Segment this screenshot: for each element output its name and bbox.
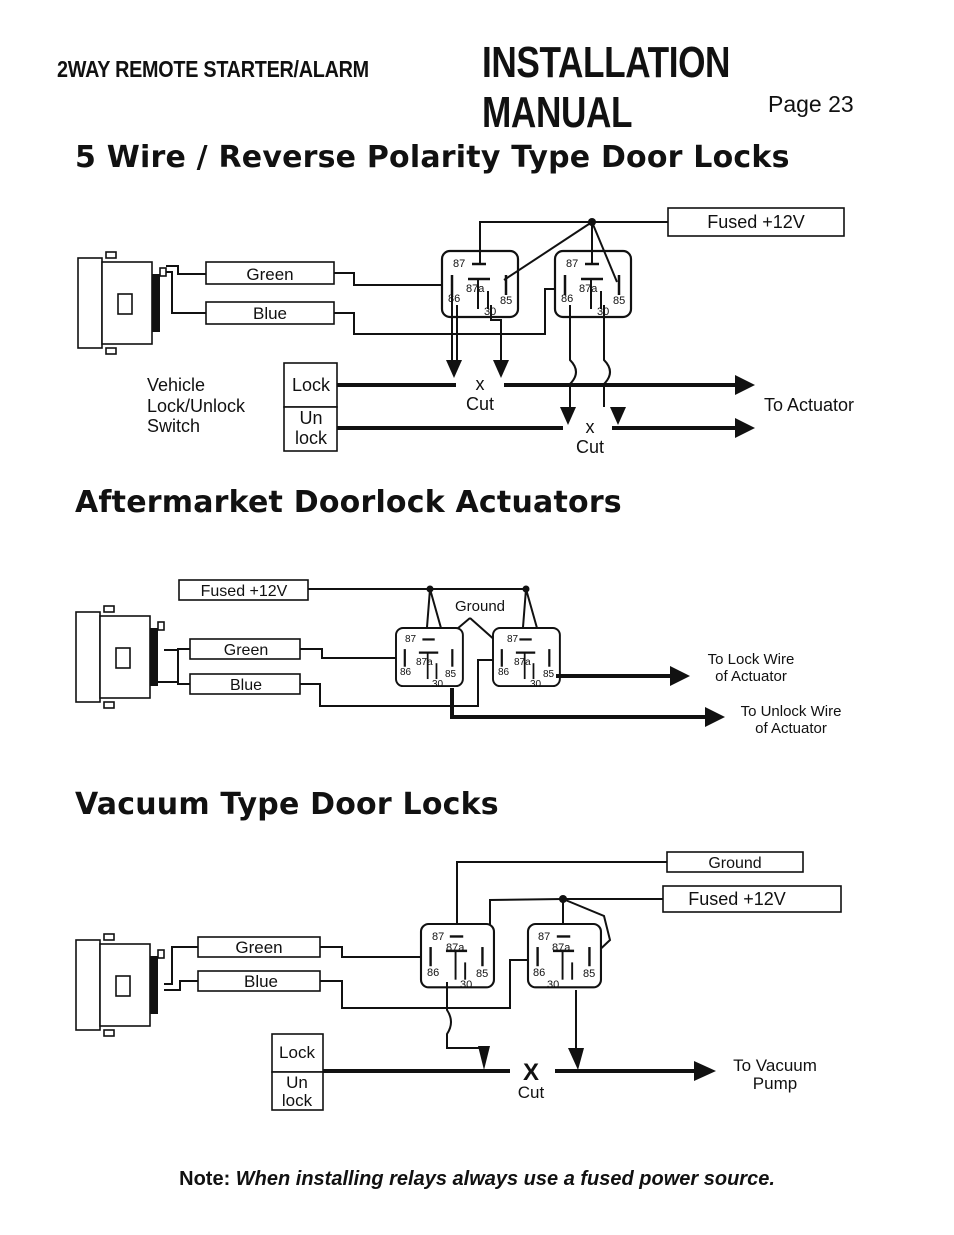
lock-wire-label-1: To Lock Wire [707, 651, 795, 668]
footer-note [0, 1168, 954, 1191]
cut-x-1: x [475, 374, 485, 394]
page-number: Page 23 [768, 91, 854, 117]
remote-starter-module-3 [76, 934, 164, 1036]
svg-text:87: 87 [432, 931, 445, 943]
note-label: Note: [179, 1168, 231, 1190]
cut-label-3: Cut [517, 1083, 545, 1102]
svg-text:85: 85 [476, 968, 489, 980]
blue-label-3: Blue [243, 972, 279, 991]
fused-12v-label-3: Fused +12V [688, 889, 786, 909]
svg-text:86: 86 [427, 967, 440, 979]
svg-text:86: 86 [448, 293, 461, 305]
product-name: 2WAY REMOTE STARTER/ALARM [57, 56, 369, 82]
vacuum-pump-label-1: To Vacuum [733, 1056, 817, 1075]
green-label-3: Green [235, 938, 283, 957]
unlock-wire-label-2: of Actuator [755, 720, 827, 737]
blue-label-1: Blue [252, 304, 288, 323]
ground-label-3: Ground [708, 855, 762, 872]
svg-text:87a: 87a [579, 283, 598, 295]
vacuum-pump-label-2: Pump [752, 1074, 798, 1093]
blue-label-2: Blue [229, 677, 263, 694]
svg-text:85: 85 [500, 295, 513, 307]
svg-text:30: 30 [432, 679, 444, 690]
unlock-label-3a: Un [286, 1073, 308, 1092]
ground-label-2: Ground [454, 598, 506, 615]
remote-starter-module-2 [76, 606, 164, 708]
svg-text:87: 87 [507, 634, 519, 645]
svg-text:86: 86 [561, 293, 574, 305]
switch-label-1: Vehicle [147, 375, 206, 395]
lock-label-3: Lock [279, 1043, 315, 1062]
cut-x-2: x [585, 417, 595, 437]
svg-text:87: 87 [453, 258, 466, 270]
svg-text:30: 30 [530, 679, 542, 690]
manual-title: INSTALLATION MANUAL [482, 38, 731, 137]
section-title-aftermarket: Aftermarket Doorlock Actuators [75, 485, 622, 520]
svg-text:30: 30 [460, 979, 473, 991]
cut-x-3: X [522, 1059, 540, 1086]
svg-text:85: 85 [613, 295, 626, 307]
svg-text:87a: 87a [446, 942, 465, 954]
svg-text:86: 86 [533, 967, 546, 979]
fused-12v-label-2: Fused +12V [200, 583, 288, 600]
cut-label-1: Cut [465, 394, 495, 414]
svg-text:30: 30 [597, 306, 610, 318]
svg-text:87a: 87a [552, 942, 571, 954]
unlock-label-3b: lock [281, 1091, 313, 1110]
svg-text:30: 30 [547, 979, 560, 991]
svg-text:85: 85 [543, 669, 555, 680]
note-text: When installing relays always use a fused power source. [235, 1168, 775, 1190]
svg-text:87a: 87a [466, 283, 485, 295]
svg-text:86: 86 [400, 667, 412, 678]
svg-text:86: 86 [498, 667, 510, 678]
to-actuator-label: To Actuator [764, 395, 855, 415]
svg-text:87a: 87a [416, 657, 433, 668]
unlock-wire-label-1: To Unlock Wire [740, 703, 842, 720]
section-title-reverse-polarity: 5 Wire / Reverse Polarity Type Door Locks [75, 140, 790, 175]
fused-12v-label-1: Fused +12V [707, 212, 805, 232]
svg-text:85: 85 [445, 669, 457, 680]
svg-text:87: 87 [538, 931, 551, 943]
lock-wire-label-2: of Actuator [715, 668, 787, 685]
unlock-label-1a: Un [299, 408, 323, 428]
switch-label-2: Lock/Unlock [147, 396, 246, 416]
cut-label-2: Cut [575, 437, 605, 457]
section-title-vacuum: Vacuum Type Door Locks [75, 787, 499, 822]
svg-text:30: 30 [484, 306, 497, 318]
remote-starter-module-1 [78, 252, 166, 354]
green-label-1: Green [246, 265, 294, 284]
svg-text:87: 87 [405, 634, 417, 645]
svg-text:85: 85 [583, 968, 596, 980]
green-label-2: Green [223, 642, 269, 659]
svg-text:87: 87 [566, 258, 579, 270]
lock-label-1: Lock [291, 375, 331, 395]
switch-label-3: Switch [147, 416, 201, 436]
unlock-label-1b: lock [294, 428, 328, 448]
svg-text:87a: 87a [514, 657, 531, 668]
